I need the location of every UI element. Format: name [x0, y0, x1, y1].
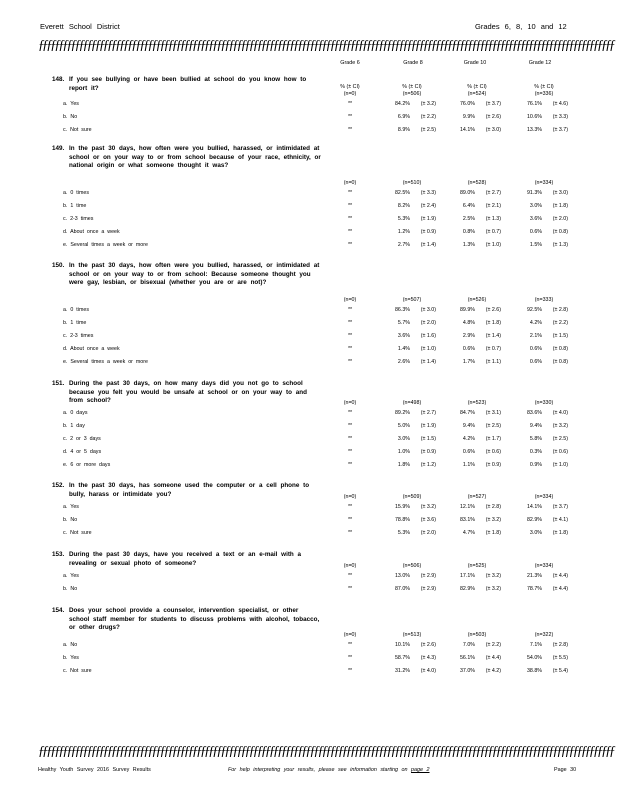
grade-10-percent: 2.5% — [462, 215, 475, 222]
question-text: In the past 30 days, has someone used the computer or a cell phone to bully, harass or intimidate you? — [69, 482, 310, 498]
grade-12-percent: 0.6% — [529, 358, 542, 365]
grade-12-ci: (± 1.3) — [552, 241, 568, 248]
sample-size: (n=0) — [343, 180, 357, 186]
grade-6-value: ** — [347, 448, 353, 455]
grade-12-ci: (± 3.7) — [552, 504, 568, 510]
grade-12-percent: 3.0% — [529, 529, 542, 536]
grade-12-percent: 0.9% — [529, 461, 542, 468]
grade-8-ci: (± 0.9) — [420, 228, 436, 235]
question — [52, 551, 322, 568]
question-text: During the past 30 days, on how many days did you not go to school because you felt you would be unsafe at school or on your way to and from school? — [69, 380, 307, 405]
grade-10-percent: 82.9% — [459, 585, 475, 592]
grade-8-percent: 89.2% — [394, 410, 410, 416]
grade-6-value: ** — [347, 461, 353, 468]
grade-8-ci: (± 1.2) — [420, 461, 436, 468]
grade-10-ci: (± 2.2) — [485, 642, 501, 648]
grade-10-ci: (± 1.3) — [485, 215, 501, 222]
grade-12-column-header: Grade 12 — [528, 60, 552, 66]
grade-10-percent: 1.3% — [462, 241, 475, 248]
answer-option: b. 1 time — [63, 319, 87, 326]
grade-8-percent: 2.6% — [397, 358, 410, 365]
grade-12-percent: 82.9% — [526, 516, 542, 523]
grade-8-ci: (± 3.0) — [420, 307, 436, 313]
grade-6-value: ** — [347, 516, 353, 523]
sample-size: (n=527) — [467, 494, 487, 500]
footer-help-text — [228, 767, 430, 773]
answer-option: a. Yes — [63, 573, 79, 579]
grade-8-ci: (± 4.0) — [420, 667, 436, 674]
grade-12-percent: 1.5% — [529, 241, 542, 248]
grade-12-percent: 5.8% — [529, 435, 542, 442]
grade-12-ci: (± 0.8) — [552, 358, 568, 365]
question-text: In the past 30 days, how often were you bullied, harassed, or intimidated at school or on your way to or from school: Because someone thought you were gay, lesbian, or bisexual (whether you are or are not)? — [69, 262, 320, 287]
answer-option: e. Several times a week or more — [63, 241, 148, 248]
grade-8-ci: (± 1.5) — [420, 435, 436, 442]
grade-10-percent: 83.1% — [459, 516, 475, 523]
grade-8-ci: (± 1.4) — [420, 241, 436, 248]
grade-12-ci: (± 2.8) — [552, 642, 568, 648]
sample-size: (n=336) — [534, 91, 554, 97]
sample-size: (n=524) — [467, 91, 487, 97]
grade-12-percent: 78.7% — [526, 585, 542, 592]
grade-8-percent: 6.9% — [397, 113, 410, 120]
grade-8-percent: 87.0% — [394, 585, 410, 592]
grade-6-value: ** — [347, 422, 353, 429]
grade-10-ci: (± 3.1) — [485, 410, 501, 416]
grade-6-value: ** — [347, 358, 353, 365]
footer-page-number: Page 30 — [554, 767, 577, 773]
grade-10-percent: 6.4% — [462, 202, 475, 209]
answer-option: a. Yes — [63, 504, 79, 510]
grade-12-ci: (± 5.5) — [552, 654, 568, 661]
grade-12-ci: (± 2.2) — [552, 319, 568, 326]
grade-8-ci: (± 2.4) — [420, 202, 436, 209]
sample-size: (n=513) — [402, 632, 422, 638]
grade-10-percent: 37.0% — [459, 667, 475, 674]
grade-12-percent: 14.1% — [526, 504, 542, 510]
grade-8-ci: (± 2.7) — [420, 410, 436, 416]
grade-12-percent: 0.3% — [529, 448, 542, 455]
sample-size: (n=510) — [402, 180, 422, 186]
grade-8-column-header: Grade 8 — [403, 60, 423, 66]
grade-10-percent: 14.1% — [459, 126, 475, 133]
grade-8-ci: (± 2.0) — [420, 319, 436, 326]
grade-8-ci: (± 3.3) — [420, 190, 436, 196]
grade-10-ci: (± 2.1) — [485, 202, 501, 209]
grade-8-ci: (± 2.6) — [420, 642, 436, 648]
question-text: Does your school provide a counselor, intervention specialist, or other school staff member for students to discuss problems with alcohol, tobacco, or other drugs? — [69, 607, 320, 632]
grade-8-percent: 31.2% — [394, 667, 410, 674]
grade-12-percent: 4.2% — [529, 319, 542, 326]
answer-option: c. Not sure — [63, 667, 92, 674]
grade-6-value: ** — [347, 529, 353, 536]
grade-8-ci: (± 2.0) — [420, 529, 436, 536]
grade-12-ci: (± 3.0) — [552, 190, 568, 196]
answer-option: c. 2 or 3 days — [63, 435, 101, 442]
grade-10-percent: 56.1% — [459, 654, 475, 661]
grade-6-value: ** — [347, 667, 353, 674]
grade-8-ci: (± 0.9) — [420, 448, 436, 455]
grade-8-ci: (± 2.5) — [420, 126, 436, 133]
grade-10-ci: (± 2.5) — [485, 422, 501, 429]
question-number: 148. — [52, 76, 65, 83]
grade-12-percent: 83.6% — [526, 410, 542, 416]
sample-size: (n=526) — [467, 297, 487, 303]
grade-12-percent: 10.6% — [526, 113, 542, 120]
grade-6-value: ** — [347, 573, 353, 579]
grade-8-percent: 1.4% — [397, 345, 410, 352]
answer-option: c. Not sure — [63, 529, 92, 536]
grade-12-percent: 92.5% — [526, 307, 542, 313]
answer-option: d. About once a week — [63, 228, 120, 235]
sample-size: (n=334) — [534, 563, 554, 569]
grade-12-ci: (± 1.8) — [552, 529, 568, 536]
grade-8-percent: 84.2% — [394, 101, 410, 107]
grade-10-percent: 0.6% — [462, 448, 475, 455]
sample-size: (n=322) — [534, 632, 554, 638]
question-text: In the past 30 days, how often were you bullied, harassed, or intimidated at school or on your way to or from school because of your race, ethnicity, or national origin or what someone thought it was? — [69, 145, 321, 170]
stat-label: % (± CI) — [534, 84, 554, 90]
grade-8-percent: 8.2% — [397, 202, 410, 209]
grade-12-percent: 13.3% — [526, 126, 542, 133]
grade-12-percent: 2.1% — [529, 332, 542, 339]
grade-12-percent: 3.6% — [529, 215, 542, 222]
grade-10-ci: (± 3.2) — [485, 585, 501, 592]
question-number: 151. — [52, 380, 65, 387]
grade-10-ci: (± 1.1) — [485, 358, 501, 365]
question-text: If you see bullying or have been bullied at school do you know how to report it? — [69, 76, 307, 92]
answer-option: b. No — [63, 585, 78, 592]
question-number: 154. — [52, 607, 65, 614]
question — [52, 76, 322, 93]
grade-6-value: ** — [347, 215, 353, 222]
footer-help-prefix: For help interpreting your results, please see information starting on — [228, 767, 408, 773]
answer-option: d. 4 or 5 days — [63, 448, 102, 455]
grade-10-percent: 9.4% — [462, 422, 475, 429]
grade-10-percent: 84.7% — [459, 410, 475, 416]
grade-6-value: ** — [347, 101, 353, 107]
stat-label: % (± CI) — [340, 84, 360, 90]
answer-option: b. 1 time — [63, 202, 87, 209]
grade-10-ci: (± 2.7) — [485, 190, 501, 196]
grade-10-percent: 1.7% — [462, 358, 475, 365]
grade-12-ci: (± 1.0) — [552, 461, 568, 468]
grade-8-ci: (± 1.0) — [420, 345, 436, 352]
question — [52, 380, 322, 406]
grade-10-percent: 9.9% — [462, 113, 475, 120]
grade-10-ci: (± 3.7) — [485, 101, 501, 107]
answer-option: c. 2-3 times — [63, 215, 94, 222]
answer-option: d. About once a week — [63, 345, 120, 352]
footer-survey-title: Healthy Youth Survey 2016 Survey Results — [38, 767, 151, 773]
grade-6-value: ** — [347, 241, 353, 248]
answer-option: a. 0 times — [63, 307, 89, 313]
grade-12-percent: 54.0% — [526, 654, 542, 661]
question — [52, 607, 322, 633]
grade-8-percent: 15.9% — [394, 504, 410, 510]
grade-8-percent: 5.3% — [397, 529, 410, 536]
grade-8-ci: (± 1.4) — [420, 358, 436, 365]
grade-12-ci: (± 1.5) — [552, 332, 568, 339]
answer-option: e. 6 or more days — [63, 461, 111, 468]
sample-size: (n=525) — [467, 563, 487, 569]
grade-8-percent: 3.0% — [397, 435, 410, 442]
sample-size: (n=498) — [402, 400, 422, 406]
grade-10-ci: (± 3.2) — [485, 573, 501, 579]
grade-6-value: ** — [347, 435, 353, 442]
grade-8-ci: (± 3.2) — [420, 504, 436, 510]
question-number: 149. — [52, 145, 65, 152]
grade-12-ci: (± 2.8) — [552, 307, 568, 313]
grade-6-value: ** — [347, 654, 353, 661]
grade-8-percent: 8.9% — [397, 126, 410, 133]
grade-8-percent: 1.0% — [397, 448, 410, 455]
grade-10-ci: (± 4.4) — [485, 654, 501, 661]
grade-12-ci: (± 4.4) — [552, 585, 568, 592]
grade-8-percent: 5.0% — [397, 422, 410, 429]
answer-option: a. 0 days — [63, 410, 88, 416]
grade-12-percent: 7.1% — [529, 642, 542, 648]
grade-12-ci: (± 0.8) — [552, 228, 568, 235]
grade-8-ci: (± 2.2) — [420, 113, 436, 120]
grade-10-percent: 4.2% — [462, 435, 475, 442]
grade-10-percent: 2.9% — [462, 332, 475, 339]
grade-10-ci: (± 1.8) — [485, 319, 501, 326]
question-text: During the past 30 days, have you received a text or an e-mail with a revealing or sexual photo of someone? — [69, 551, 302, 567]
sample-size: (n=334) — [534, 180, 554, 186]
grade-12-ci: (± 0.6) — [552, 448, 568, 455]
sample-size: (n=0) — [343, 400, 357, 406]
grade-10-ci: (± 1.4) — [485, 332, 501, 339]
grade-8-ci: (± 1.9) — [420, 215, 436, 222]
grade-8-ci: (± 3.2) — [420, 101, 436, 107]
grade-12-percent: 91.3% — [526, 190, 542, 196]
grade-10-percent: 12.1% — [459, 504, 475, 510]
grade-12-percent: 0.6% — [529, 228, 542, 235]
grade-12-ci: (± 4.0) — [552, 410, 568, 416]
sample-size: (n=330) — [534, 400, 554, 406]
sample-size: (n=509) — [402, 494, 422, 500]
answer-option: c. 2-3 times — [63, 332, 94, 339]
grade-10-percent: 4.7% — [462, 529, 475, 536]
grade-10-ci: (± 0.9) — [485, 461, 501, 468]
top-rule: ƒƒƒƒƒƒƒƒƒƒƒƒƒƒƒƒƒƒƒƒƒƒƒƒƒƒƒƒƒƒƒƒƒƒƒƒƒƒƒƒƒƒƒƒƒƒƒƒƒƒƒƒƒƒƒƒƒƒƒƒƒƒƒƒƒƒƒƒƒƒƒƒƒƒƒƒƒƒƒƒƒƒƒƒƒƒƒƒƒƒƒƒƒƒƒƒƒƒƒƒƒƒƒƒƒƒƒƒƒƒƒƒƒƒƒƒƒƒƒƒƒƒƒƒƒƒƒƒƒƒƒƒƒƒƒƒƒƒƒƒƒƒ — [38, 37, 614, 52]
grade-12-percent: 9.4% — [529, 422, 542, 429]
grade-12-ci: (± 4.6) — [552, 101, 568, 107]
grade-8-percent: 5.3% — [397, 215, 410, 222]
grade-10-percent: 4.8% — [462, 319, 475, 326]
grade-12-ci: (± 4.1) — [552, 516, 568, 523]
grade-6-value: ** — [347, 410, 353, 416]
grade-10-ci: (± 0.7) — [485, 228, 501, 235]
grade-10-percent: 0.8% — [462, 228, 475, 235]
grade-10-ci: (± 4.2) — [485, 667, 501, 674]
grade-12-ci: (± 2.5) — [552, 435, 568, 442]
sample-size: (n=0) — [343, 494, 357, 500]
grade-8-ci: (± 2.9) — [420, 573, 436, 579]
grade-10-ci: (± 1.0) — [485, 241, 501, 248]
grade-6-column-header: Grade 6 — [340, 60, 360, 66]
grade-10-ci: (± 2.6) — [485, 113, 501, 120]
question — [52, 145, 322, 171]
grade-10-ci: (± 2.6) — [485, 307, 501, 313]
question — [52, 262, 322, 288]
grade-6-value: ** — [347, 642, 353, 648]
grade-8-ci: (± 2.9) — [420, 585, 436, 592]
sample-size: (n=0) — [343, 297, 357, 303]
sample-size: (n=333) — [534, 297, 554, 303]
grade-12-percent: 76.1% — [526, 101, 542, 107]
answer-option: e. Several times a week or more — [63, 358, 148, 365]
grade-6-value: ** — [347, 228, 353, 235]
grade-6-value: ** — [347, 190, 353, 196]
grade-8-percent: 3.6% — [397, 332, 410, 339]
sample-size: (n=507) — [402, 297, 422, 303]
grade-6-value: ** — [347, 319, 353, 326]
grade-12-ci: (± 3.2) — [552, 422, 568, 429]
grade-8-percent: 5.7% — [397, 319, 410, 326]
grade-6-value: ** — [347, 585, 353, 592]
grade-6-value: ** — [347, 113, 353, 120]
grade-6-value: ** — [347, 504, 353, 510]
answer-option: b. No — [63, 516, 78, 523]
grade-12-percent: 21.3% — [526, 573, 542, 579]
grade-10-ci: (± 3.2) — [485, 516, 501, 523]
header-grades: Grades 6, 8, 10 and 12 — [475, 22, 567, 31]
answer-option: c. Not sure — [63, 126, 92, 133]
answer-option: b. 1 day — [63, 422, 85, 429]
grade-8-ci: (± 4.3) — [420, 654, 436, 661]
question — [52, 482, 322, 499]
answer-option: a. 0 times — [63, 190, 89, 196]
grade-12-ci: (± 3.3) — [552, 113, 568, 120]
grade-6-value: ** — [347, 202, 353, 209]
footer-page-link[interactable]: page 2 — [411, 767, 430, 773]
grade-12-ci: (± 0.8) — [552, 345, 568, 352]
grade-12-ci: (± 4.4) — [552, 573, 568, 579]
grade-10-ci: (± 2.8) — [485, 504, 501, 510]
answer-option: a. No — [63, 642, 78, 648]
grade-10-percent: 89.9% — [459, 307, 475, 313]
grade-10-percent: 1.1% — [462, 461, 475, 468]
sample-size: (n=506) — [402, 563, 422, 569]
answer-option: b. Yes — [63, 654, 79, 661]
sample-size: (n=503) — [467, 632, 487, 638]
question-number: 150. — [52, 262, 65, 269]
answer-option: b. No — [63, 113, 78, 120]
grade-10-percent: 7.0% — [462, 642, 475, 648]
grade-12-percent: 3.0% — [529, 202, 542, 209]
grade-8-ci: (± 3.6) — [420, 516, 436, 523]
sample-size: (n=0) — [343, 563, 357, 569]
question-number: 153. — [52, 551, 65, 558]
sample-size: (n=0) — [343, 91, 357, 97]
grade-12-ci: (± 5.4) — [552, 667, 568, 674]
grade-8-percent: 10.1% — [394, 642, 410, 648]
grade-12-percent: 0.6% — [529, 345, 542, 352]
grade-10-ci: (± 3.0) — [485, 126, 501, 133]
grade-6-value: ** — [347, 345, 353, 352]
grade-8-percent: 1.8% — [397, 461, 410, 468]
grade-10-percent: 0.6% — [462, 345, 475, 352]
grade-12-ci: (± 2.0) — [552, 215, 568, 222]
sample-size: (n=0) — [343, 632, 357, 638]
header-district: Everett School District — [40, 22, 120, 31]
grade-10-ci: (± 0.7) — [485, 345, 501, 352]
grade-8-percent: 82.5% — [394, 190, 410, 196]
grade-8-percent: 13.0% — [394, 573, 410, 579]
grade-6-value: ** — [347, 307, 353, 313]
grade-8-ci: (± 1.9) — [420, 422, 436, 429]
stat-label: % (± CI) — [467, 84, 487, 90]
grade-12-percent: 38.8% — [526, 667, 542, 674]
grade-12-ci: (± 1.8) — [552, 202, 568, 209]
answer-option: a. Yes — [63, 101, 79, 107]
grade-10-column-header: Grade 10 — [463, 60, 487, 66]
grade-10-ci: (± 1.8) — [485, 529, 501, 536]
question-number: 152. — [52, 482, 65, 489]
grade-10-ci: (± 0.6) — [485, 448, 501, 455]
sample-size: (n=528) — [467, 180, 487, 186]
grade-8-percent: 1.2% — [397, 228, 410, 235]
sample-size: (n=334) — [534, 494, 554, 500]
grade-10-percent: 17.1% — [459, 573, 475, 579]
sample-size: (n=506) — [402, 91, 422, 97]
grade-6-value: ** — [347, 332, 353, 339]
bottom-rule: ƒƒƒƒƒƒƒƒƒƒƒƒƒƒƒƒƒƒƒƒƒƒƒƒƒƒƒƒƒƒƒƒƒƒƒƒƒƒƒƒƒƒƒƒƒƒƒƒƒƒƒƒƒƒƒƒƒƒƒƒƒƒƒƒƒƒƒƒƒƒƒƒƒƒƒƒƒƒƒƒƒƒƒƒƒƒƒƒƒƒƒƒƒƒƒƒƒƒƒƒƒƒƒƒƒƒƒƒƒƒƒƒƒƒƒƒƒƒƒƒƒƒƒƒƒƒƒƒƒƒƒƒƒƒƒƒƒƒƒƒƒƒ — [38, 743, 614, 758]
grade-8-percent: 2.7% — [397, 241, 410, 248]
grade-10-ci: (± 1.7) — [485, 435, 501, 442]
stat-label: % (± CI) — [402, 84, 422, 90]
grade-8-percent: 78.8% — [394, 516, 410, 523]
grade-8-percent: 86.3% — [394, 307, 410, 313]
grade-10-percent: 76.0% — [459, 101, 475, 107]
grade-8-percent: 58.7% — [394, 654, 410, 661]
sample-size: (n=523) — [467, 400, 487, 406]
grade-8-ci: (± 1.6) — [420, 332, 436, 339]
grade-12-ci: (± 3.7) — [552, 126, 568, 133]
grade-6-value: ** — [347, 126, 353, 133]
grade-10-percent: 89.0% — [459, 190, 475, 196]
